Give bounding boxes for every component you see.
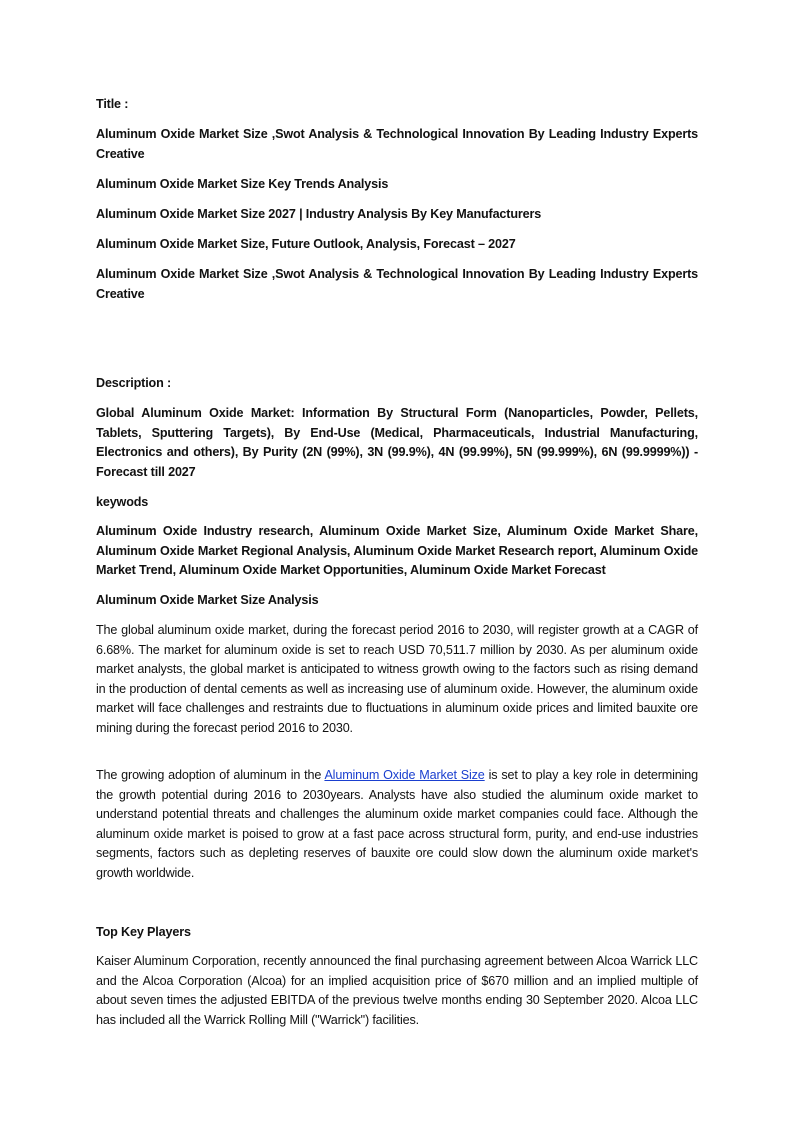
analysis-heading: Aluminum Oxide Market Size Analysis [96, 593, 319, 607]
title-4: Aluminum Oxide Market Size, Future Outlook, Analysis, Forecast – 2027 [96, 237, 516, 251]
paragraph-2-text-after: is set to play a key role in determining the growth potential during 2016 to 2030years. Analysts have also studied the aluminum oxide market to understand potential threats and challenges the aluminum oxide market companies could face. Although the aluminum oxide market is poised to grow at a fast pace across structural form, purity, and end-use industries segments, factors such as depleting reserves of bauxite ore could slow down the aluminum oxide market's growth worldwide. [96, 768, 698, 880]
players-text: Kaiser Aluminum Corporation, recently announced the final purchasing agreement between Alcoa Warrick LLC and the Alcoa Corporation (Alcoa) for an implied acquisition price of $670 million and an implied multiple of about seven times the adjusted EBITDA of the previous twelve months ending 30 September 2020. Alcoa LLC has included all the Warrick Rolling Mill ("Warrick") facilities. [96, 954, 698, 1027]
market-size-link[interactable]: Aluminum Oxide Market Size [324, 768, 485, 782]
analysis-paragraph-2 [96, 766, 698, 884]
description-text: Global Aluminum Oxide Market: Information By Structural Form (Nanoparticles, Powder, Pellets, Tablets, Sputtering Targets), By End-Use (Medical, Pharmaceuticals, Industrial Manufacturing, Electronics and others), By Purity (2N (99%), 3N (99.9%), 4N (99.99%), 5N (99.999%), 6N (99.9999%)) - Forecast till 2027 [96, 406, 698, 479]
title-1: Aluminum Oxide Market Size ,Swot Analysis & Technological Innovation By Leading Industry Experts Creative [96, 127, 698, 161]
title-3: Aluminum Oxide Market Size 2027 | Industry Analysis By Key Manufacturers [96, 207, 542, 221]
description-label: Description : [96, 376, 172, 390]
keywords-label: keywods [96, 495, 149, 509]
title-2: Aluminum Oxide Market Size Key Trends Analysis [96, 177, 389, 191]
analysis-paragraph-1: The global aluminum oxide market, during the forecast period 2016 to 2030, will register growth at a CAGR of 6.68%. The market for aluminum oxide is set to reach USD 70,511.7 million by 2030. As per aluminum oxide market analysts, the global market is anticipated to witness growth owing to the factors such as rising demand in the production of dental cements as well as increasing use of aluminum oxide. However, the aluminum oxide market will face challenges and restraints due to fluctuations in aluminum oxide prices and limited bauxite ore mining during the forecast period 2016 to 2030. [96, 623, 698, 735]
keywords-text: Aluminum Oxide Industry research, Aluminum Oxide Market Size, Aluminum Oxide Market Share, Aluminum Oxide Market Regional Analysis, Aluminum Oxide Market Research report, Aluminum Oxide Market Trend, Aluminum Oxide Market Opportunities, Aluminum Oxide Market Forecast [96, 524, 698, 578]
title-label: Title : [96, 97, 129, 111]
title-5: Aluminum Oxide Market Size ,Swot Analysis & Technological Innovation By Leading Industry Experts Creative [96, 267, 698, 301]
players-heading: Top Key Players [96, 925, 191, 939]
paragraph-2-text-before: The growing adoption of aluminum in the [96, 768, 325, 782]
